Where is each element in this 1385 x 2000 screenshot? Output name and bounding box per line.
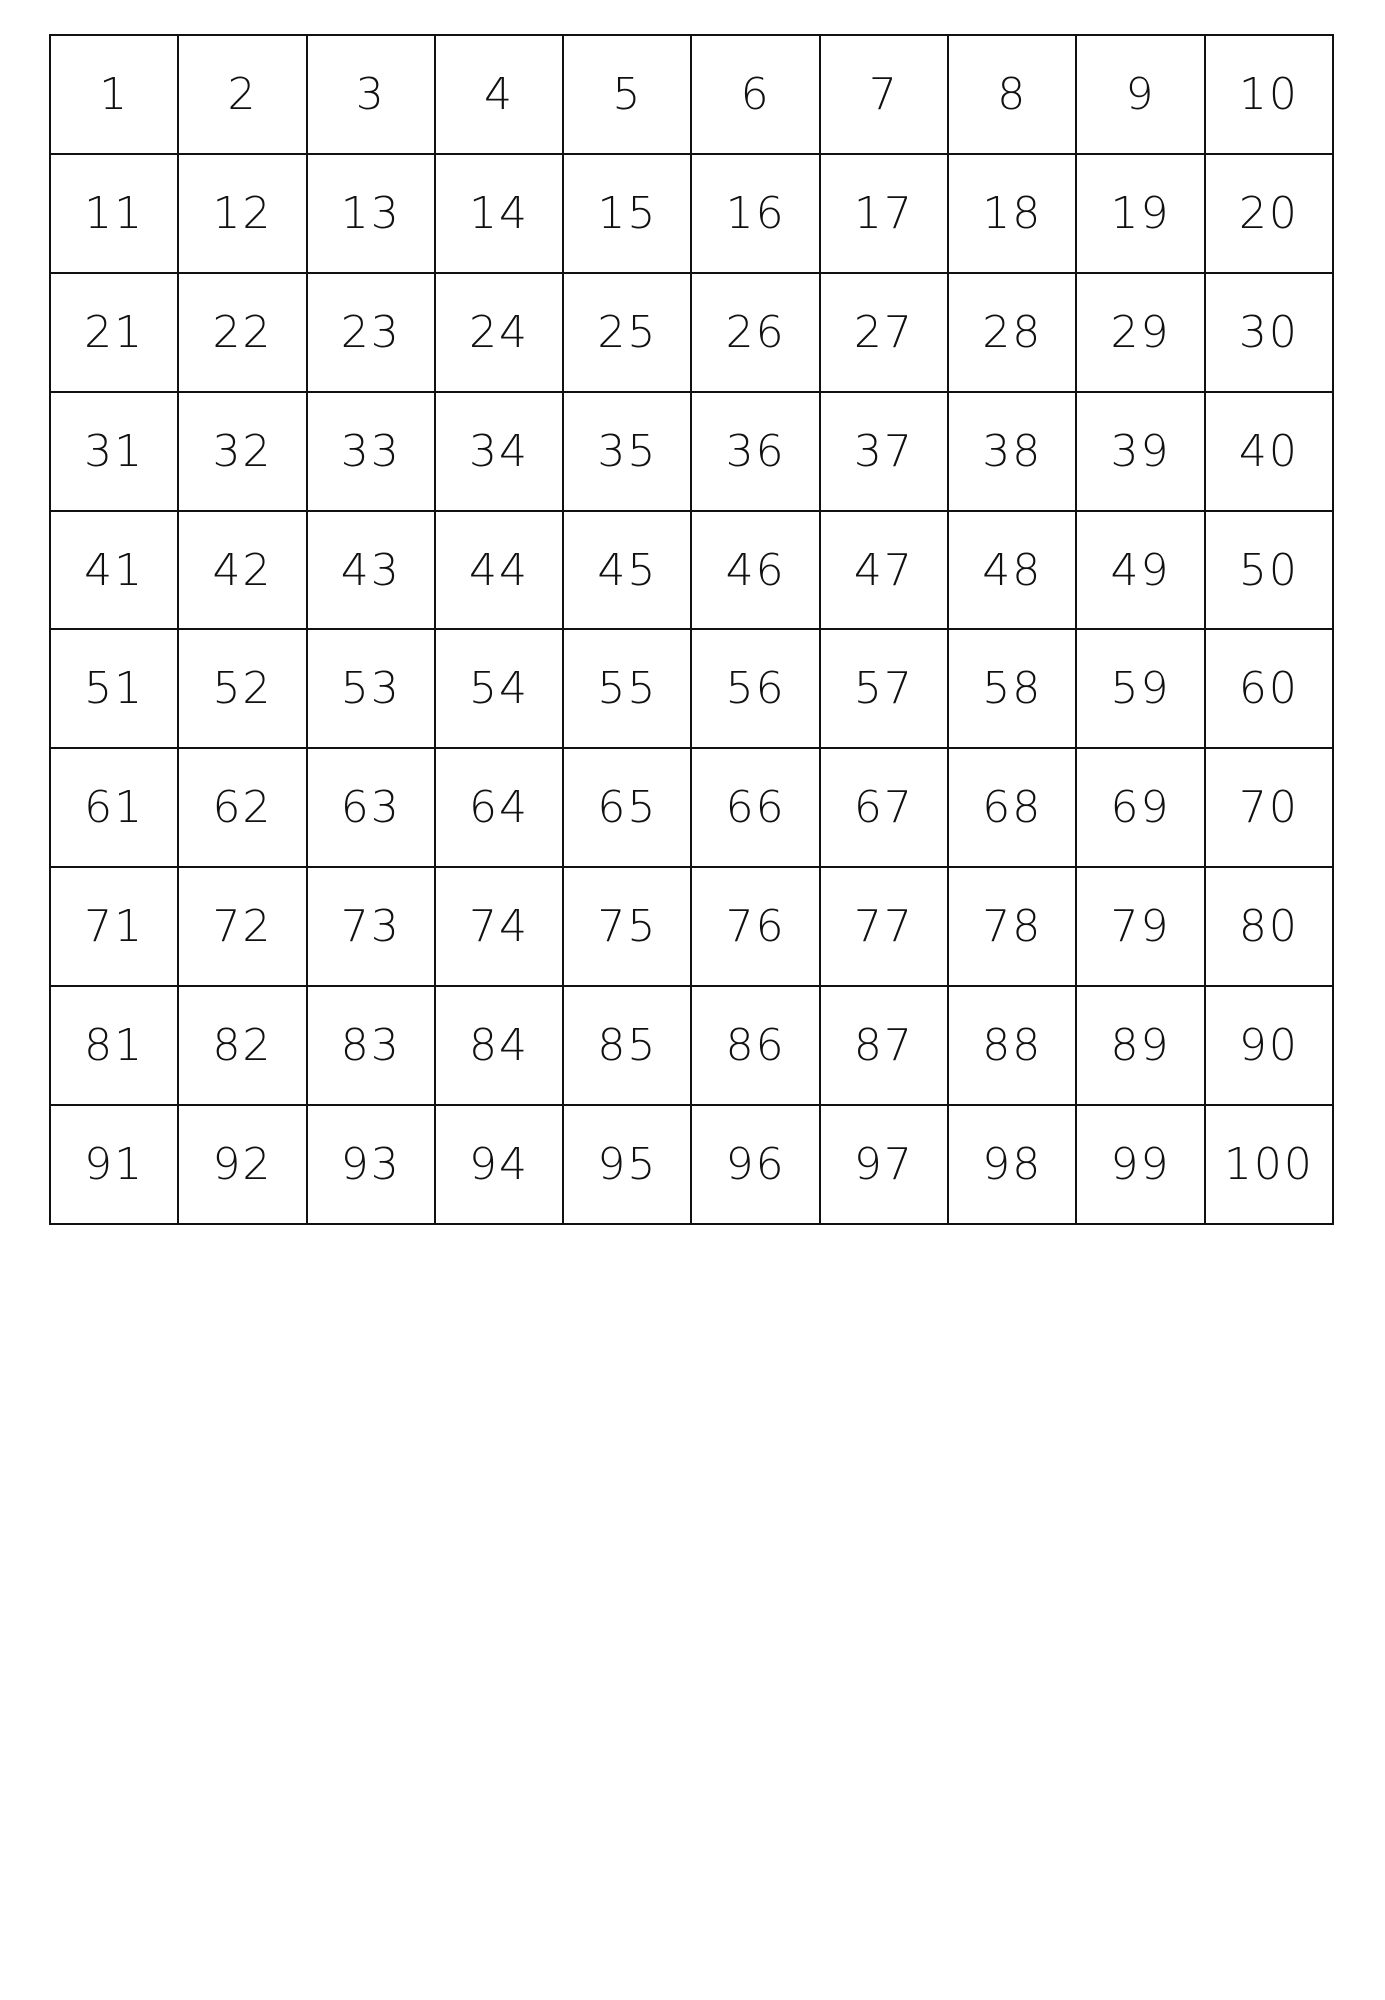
- grid-row: [50, 748, 1333, 867]
- grid-cell: 10: [1205, 35, 1333, 154]
- grid-cell: 2: [178, 35, 306, 154]
- grid-cell: 95: [563, 1105, 691, 1224]
- grid-row: [50, 986, 1333, 1105]
- grid-cell: 28: [948, 273, 1076, 392]
- grid-cell: 51: [50, 629, 178, 748]
- grid-cell: 68: [948, 748, 1076, 867]
- grid-cell: 63: [307, 748, 435, 867]
- grid-cell: 37: [820, 392, 948, 511]
- grid-cell: 90: [1205, 986, 1333, 1105]
- grid-cell: 17: [820, 154, 948, 273]
- grid-cell: 62: [178, 748, 306, 867]
- grid-cell: 65: [563, 748, 691, 867]
- grid-cell: 22: [178, 273, 306, 392]
- grid-cell: 13: [307, 154, 435, 273]
- grid-cell: 36: [691, 392, 819, 511]
- grid-cell: 99: [1076, 1105, 1204, 1224]
- grid-row: [50, 392, 1333, 511]
- grid-row: [50, 35, 1333, 154]
- grid-cell: 56: [691, 629, 819, 748]
- grid-cell: 69: [1076, 748, 1204, 867]
- grid-cell: 83: [307, 986, 435, 1105]
- grid-cell: 6: [691, 35, 819, 154]
- grid-cell: 64: [435, 748, 563, 867]
- grid-cell: 18: [948, 154, 1076, 273]
- grid-cell: 59: [1076, 629, 1204, 748]
- grid-cell: 84: [435, 986, 563, 1105]
- grid-cell: 91: [50, 1105, 178, 1224]
- grid-cell: 93: [307, 1105, 435, 1224]
- grid-cell: 42: [178, 511, 306, 630]
- grid-cell: 35: [563, 392, 691, 511]
- grid-cell: 25: [563, 273, 691, 392]
- grid-cell: 11: [50, 154, 178, 273]
- grid-cell: 55: [563, 629, 691, 748]
- grid-row: [50, 511, 1333, 630]
- grid-cell: 53: [307, 629, 435, 748]
- grid-cell: 66: [691, 748, 819, 867]
- grid-cell: 71: [50, 867, 178, 986]
- grid-cell: 96: [691, 1105, 819, 1224]
- grid-cell: 12: [178, 154, 306, 273]
- grid-row: [50, 1105, 1333, 1224]
- grid-cell: 9: [1076, 35, 1204, 154]
- grid-cell: 98: [948, 1105, 1076, 1224]
- grid-cell: 75: [563, 867, 691, 986]
- hundred-chart-grid: [49, 34, 1334, 1225]
- grid-cell: 30: [1205, 273, 1333, 392]
- grid-cell: 87: [820, 986, 948, 1105]
- grid-cell: 40: [1205, 392, 1333, 511]
- grid-cell: 70: [1205, 748, 1333, 867]
- grid-cell: 67: [820, 748, 948, 867]
- grid-cell: 73: [307, 867, 435, 986]
- grid-row: [50, 867, 1333, 986]
- grid-cell: 49: [1076, 511, 1204, 630]
- grid-cell: 24: [435, 273, 563, 392]
- grid-row: [50, 273, 1333, 392]
- grid-cell: 47: [820, 511, 948, 630]
- grid-cell: 94: [435, 1105, 563, 1224]
- grid-cell: 74: [435, 867, 563, 986]
- grid-cell: 46: [691, 511, 819, 630]
- grid-cell: 72: [178, 867, 306, 986]
- grid-cell: 92: [178, 1105, 306, 1224]
- grid-cell: 29: [1076, 273, 1204, 392]
- grid-cell: 82: [178, 986, 306, 1105]
- grid-cell: 14: [435, 154, 563, 273]
- grid-cell: 61: [50, 748, 178, 867]
- grid-cell: 44: [435, 511, 563, 630]
- grid-cell: 3: [307, 35, 435, 154]
- grid-cell: 19: [1076, 154, 1204, 273]
- grid-cell: 16: [691, 154, 819, 273]
- grid-cell: 52: [178, 629, 306, 748]
- grid-cell: 60: [1205, 629, 1333, 748]
- grid-row: [50, 629, 1333, 748]
- grid-cell: 54: [435, 629, 563, 748]
- grid-row: [50, 154, 1333, 273]
- grid-cell: 31: [50, 392, 178, 511]
- grid-cell: 79: [1076, 867, 1204, 986]
- grid-cell: 81: [50, 986, 178, 1105]
- grid-cell: 41: [50, 511, 178, 630]
- grid-cell: 43: [307, 511, 435, 630]
- grid-cell: 23: [307, 273, 435, 392]
- grid-cell: 32: [178, 392, 306, 511]
- grid-body: [50, 35, 1333, 1224]
- grid-cell: 39: [1076, 392, 1204, 511]
- grid-cell: 76: [691, 867, 819, 986]
- grid-cell: 15: [563, 154, 691, 273]
- grid-cell: 20: [1205, 154, 1333, 273]
- grid-cell: 100: [1205, 1105, 1333, 1224]
- grid-cell: 33: [307, 392, 435, 511]
- grid-cell: 97: [820, 1105, 948, 1224]
- grid-cell: 5: [563, 35, 691, 154]
- grid-cell: 78: [948, 867, 1076, 986]
- grid-cell: 27: [820, 273, 948, 392]
- grid-cell: 88: [948, 986, 1076, 1105]
- grid-cell: 8: [948, 35, 1076, 154]
- grid-cell: 58: [948, 629, 1076, 748]
- grid-cell: 45: [563, 511, 691, 630]
- grid-cell: 7: [820, 35, 948, 154]
- grid-cell: 21: [50, 273, 178, 392]
- grid-cell: 86: [691, 986, 819, 1105]
- grid-cell: 80: [1205, 867, 1333, 986]
- grid-cell: 85: [563, 986, 691, 1105]
- grid-cell: 38: [948, 392, 1076, 511]
- grid-cell: 89: [1076, 986, 1204, 1105]
- grid-cell: 57: [820, 629, 948, 748]
- grid-cell: 34: [435, 392, 563, 511]
- grid-cell: 48: [948, 511, 1076, 630]
- grid-cell: 1: [50, 35, 178, 154]
- grid-cell: 4: [435, 35, 563, 154]
- grid-cell: 77: [820, 867, 948, 986]
- grid-cell: 26: [691, 273, 819, 392]
- grid-cell: 50: [1205, 511, 1333, 630]
